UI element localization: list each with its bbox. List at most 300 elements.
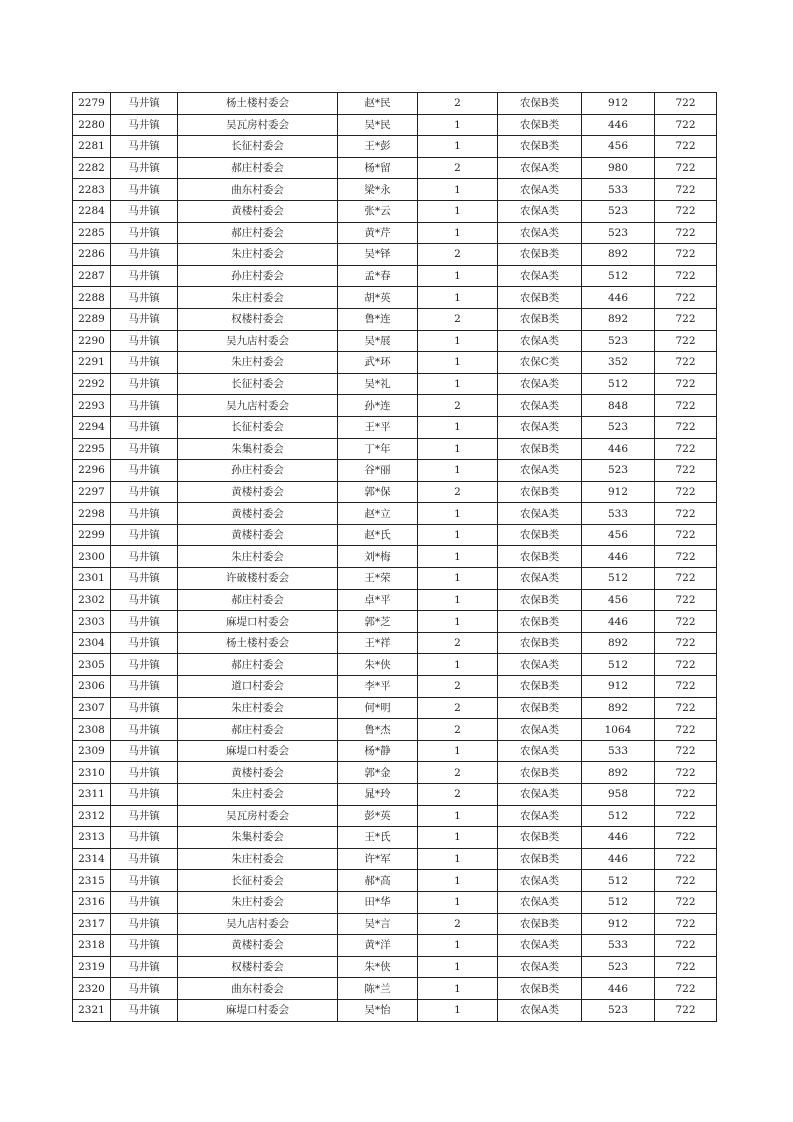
town-cell: 马井镇: [111, 654, 178, 676]
person-name-cell: 朱*侠: [338, 654, 418, 676]
standard-cell: 722: [655, 136, 717, 158]
town-cell: 马井镇: [111, 330, 178, 352]
amount-cell: 533: [582, 935, 655, 957]
table-row: [73, 589, 717, 611]
table-row: [73, 114, 717, 136]
table-row: [73, 352, 717, 374]
amount-cell: 912: [582, 676, 655, 698]
insurance-category-cell: 农保B类: [498, 524, 582, 546]
insurance-category-cell: 农保A类: [498, 265, 582, 287]
insurance-category-cell: 农保A类: [498, 157, 582, 179]
town-cell: 马井镇: [111, 805, 178, 827]
row-number-cell: 2296: [73, 460, 111, 482]
village-committee-cell: 朱庄村委会: [178, 287, 338, 309]
village-committee-cell: 长征村委会: [178, 416, 338, 438]
row-number-cell: 2290: [73, 330, 111, 352]
insurance-category-cell: 农保B类: [498, 676, 582, 698]
town-cell: 马井镇: [111, 503, 178, 525]
household-count-cell: 1: [418, 460, 498, 482]
row-number-cell: 2319: [73, 956, 111, 978]
standard-cell: 722: [655, 157, 717, 179]
person-name-cell: 郭*保: [338, 481, 418, 503]
town-cell: 马井镇: [111, 891, 178, 913]
row-number-cell: 2321: [73, 999, 111, 1021]
standard-cell: 722: [655, 244, 717, 266]
standard-cell: 722: [655, 848, 717, 870]
town-cell: 马井镇: [111, 676, 178, 698]
row-number-cell: 2306: [73, 676, 111, 698]
standard-cell: 722: [655, 438, 717, 460]
insurance-category-cell: 农保A类: [498, 330, 582, 352]
town-cell: 马井镇: [111, 762, 178, 784]
standard-cell: 722: [655, 200, 717, 222]
table-row: [73, 330, 717, 352]
insurance-category-cell: 农保A类: [498, 719, 582, 741]
table-row: [73, 460, 717, 482]
standard-cell: 722: [655, 93, 717, 115]
roster-body: [73, 93, 717, 1022]
household-count-cell: 2: [418, 157, 498, 179]
standard-cell: 722: [655, 373, 717, 395]
village-committee-cell: 吴九店村委会: [178, 330, 338, 352]
town-cell: 马井镇: [111, 93, 178, 115]
row-number-cell: 2297: [73, 481, 111, 503]
insurance-category-cell: 农保A类: [498, 222, 582, 244]
standard-cell: 722: [655, 784, 717, 806]
row-number-cell: 2314: [73, 848, 111, 870]
standard-cell: 722: [655, 546, 717, 568]
table-row: [73, 222, 717, 244]
amount-cell: 446: [582, 438, 655, 460]
standard-cell: 722: [655, 503, 717, 525]
insurance-category-cell: 农保A类: [498, 805, 582, 827]
table-row: [73, 416, 717, 438]
row-number-cell: 2301: [73, 568, 111, 590]
row-number-cell: 2282: [73, 157, 111, 179]
table-row: [73, 870, 717, 892]
person-name-cell: 刘*梅: [338, 546, 418, 568]
person-name-cell: 卓*平: [338, 589, 418, 611]
household-count-cell: 1: [418, 891, 498, 913]
row-number-cell: 2294: [73, 416, 111, 438]
standard-cell: 722: [655, 870, 717, 892]
village-committee-cell: 孙庄村委会: [178, 265, 338, 287]
row-number-cell: 2284: [73, 200, 111, 222]
person-name-cell: 赵*氏: [338, 524, 418, 546]
insurance-category-cell: 农保A类: [498, 956, 582, 978]
village-committee-cell: 郝庄村委会: [178, 654, 338, 676]
amount-cell: 533: [582, 179, 655, 201]
table-row: [73, 438, 717, 460]
standard-cell: 722: [655, 632, 717, 654]
standard-cell: 722: [655, 891, 717, 913]
row-number-cell: 2317: [73, 913, 111, 935]
row-number-cell: 2307: [73, 697, 111, 719]
table-row: [73, 784, 717, 806]
village-committee-cell: 孙庄村委会: [178, 460, 338, 482]
amount-cell: 446: [582, 546, 655, 568]
amount-cell: 523: [582, 956, 655, 978]
person-name-cell: 胡*英: [338, 287, 418, 309]
row-number-cell: 2287: [73, 265, 111, 287]
person-name-cell: 赵*立: [338, 503, 418, 525]
row-number-cell: 2293: [73, 395, 111, 417]
person-name-cell: 吴*铎: [338, 244, 418, 266]
person-name-cell: 吴*礼: [338, 373, 418, 395]
table-row: [73, 891, 717, 913]
person-name-cell: 黄*洋: [338, 935, 418, 957]
amount-cell: 446: [582, 287, 655, 309]
insurance-category-cell: 农保A类: [498, 568, 582, 590]
household-count-cell: 1: [418, 546, 498, 568]
amount-cell: 523: [582, 200, 655, 222]
household-count-cell: 2: [418, 308, 498, 330]
standard-cell: 722: [655, 330, 717, 352]
person-name-cell: 吴*民: [338, 114, 418, 136]
household-count-cell: 1: [418, 805, 498, 827]
table-row: [73, 848, 717, 870]
person-name-cell: 朱*侠: [338, 956, 418, 978]
village-committee-cell: 吴瓦房村委会: [178, 114, 338, 136]
row-number-cell: 2313: [73, 827, 111, 849]
person-name-cell: 彭*英: [338, 805, 418, 827]
town-cell: 马井镇: [111, 136, 178, 158]
village-committee-cell: 郝庄村委会: [178, 719, 338, 741]
standard-cell: 722: [655, 287, 717, 309]
town-cell: 马井镇: [111, 373, 178, 395]
table-row: [73, 568, 717, 590]
insurance-category-cell: 农保C类: [498, 352, 582, 374]
row-number-cell: 2316: [73, 891, 111, 913]
town-cell: 马井镇: [111, 287, 178, 309]
insurance-category-cell: 农保A类: [498, 416, 582, 438]
row-number-cell: 2298: [73, 503, 111, 525]
village-committee-cell: 朱庄村委会: [178, 784, 338, 806]
town-cell: 马井镇: [111, 589, 178, 611]
insurance-category-cell: 农保B类: [498, 287, 582, 309]
standard-cell: 722: [655, 352, 717, 374]
table-row: [73, 244, 717, 266]
town-cell: 马井镇: [111, 481, 178, 503]
amount-cell: 892: [582, 308, 655, 330]
person-name-cell: 晁*玲: [338, 784, 418, 806]
person-name-cell: 郭*芝: [338, 611, 418, 633]
table-row: [73, 503, 717, 525]
row-number-cell: 2315: [73, 870, 111, 892]
person-name-cell: 谷*丽: [338, 460, 418, 482]
insurance-category-cell: 农保B类: [498, 762, 582, 784]
standard-cell: 722: [655, 762, 717, 784]
household-count-cell: 1: [418, 611, 498, 633]
amount-cell: 446: [582, 827, 655, 849]
town-cell: 马井镇: [111, 222, 178, 244]
town-cell: 马井镇: [111, 913, 178, 935]
standard-cell: 722: [655, 460, 717, 482]
row-number-cell: 2279: [73, 93, 111, 115]
standard-cell: 722: [655, 416, 717, 438]
insurance-category-cell: 农保B类: [498, 481, 582, 503]
row-number-cell: 2299: [73, 524, 111, 546]
insurance-category-cell: 农保B类: [498, 632, 582, 654]
household-count-cell: 1: [418, 568, 498, 590]
person-name-cell: 王*彭: [338, 136, 418, 158]
standard-cell: 722: [655, 568, 717, 590]
insurance-category-cell: 农保A类: [498, 200, 582, 222]
town-cell: 马井镇: [111, 632, 178, 654]
person-name-cell: 杨*留: [338, 157, 418, 179]
table-row: [73, 524, 717, 546]
table-row: [73, 935, 717, 957]
amount-cell: 446: [582, 978, 655, 1000]
village-committee-cell: 杨土楼村委会: [178, 93, 338, 115]
row-number-cell: 2300: [73, 546, 111, 568]
village-committee-cell: 长征村委会: [178, 373, 338, 395]
amount-cell: 512: [582, 870, 655, 892]
village-committee-cell: 郝庄村委会: [178, 157, 338, 179]
household-count-cell: 1: [418, 956, 498, 978]
town-cell: 马井镇: [111, 956, 178, 978]
amount-cell: 892: [582, 244, 655, 266]
row-number-cell: 2285: [73, 222, 111, 244]
village-committee-cell: 吴九店村委会: [178, 395, 338, 417]
household-count-cell: 1: [418, 438, 498, 460]
town-cell: 马井镇: [111, 416, 178, 438]
amount-cell: 446: [582, 848, 655, 870]
table-row: [73, 740, 717, 762]
standard-cell: 722: [655, 805, 717, 827]
roster-table: [72, 92, 717, 1022]
table-row: [73, 308, 717, 330]
amount-cell: 456: [582, 524, 655, 546]
town-cell: 马井镇: [111, 460, 178, 482]
amount-cell: 512: [582, 805, 655, 827]
household-count-cell: 1: [418, 589, 498, 611]
amount-cell: 1064: [582, 719, 655, 741]
household-count-cell: 1: [418, 200, 498, 222]
household-count-cell: 1: [418, 740, 498, 762]
amount-cell: 523: [582, 999, 655, 1021]
household-count-cell: 1: [418, 416, 498, 438]
table-row: [73, 913, 717, 935]
table-row: [73, 805, 717, 827]
village-committee-cell: 许破楼村委会: [178, 568, 338, 590]
insurance-category-cell: 农保B类: [498, 438, 582, 460]
table-row: [73, 719, 717, 741]
person-name-cell: 赵*民: [338, 93, 418, 115]
household-count-cell: 2: [418, 719, 498, 741]
household-count-cell: 1: [418, 179, 498, 201]
table-row: [73, 265, 717, 287]
row-number-cell: 2286: [73, 244, 111, 266]
village-committee-cell: 麻堤口村委会: [178, 611, 338, 633]
household-count-cell: 2: [418, 676, 498, 698]
amount-cell: 912: [582, 93, 655, 115]
town-cell: 马井镇: [111, 740, 178, 762]
person-name-cell: 黄*芹: [338, 222, 418, 244]
household-count-cell: 1: [418, 503, 498, 525]
table-row: [73, 956, 717, 978]
row-number-cell: 2291: [73, 352, 111, 374]
amount-cell: 958: [582, 784, 655, 806]
standard-cell: 722: [655, 654, 717, 676]
person-name-cell: 吴*展: [338, 330, 418, 352]
table-row: [73, 632, 717, 654]
town-cell: 马井镇: [111, 546, 178, 568]
table-row: [73, 676, 717, 698]
town-cell: 马井镇: [111, 568, 178, 590]
village-committee-cell: 黄楼村委会: [178, 935, 338, 957]
town-cell: 马井镇: [111, 848, 178, 870]
row-number-cell: 2312: [73, 805, 111, 827]
amount-cell: 512: [582, 891, 655, 913]
insurance-category-cell: 农保B类: [498, 93, 582, 115]
person-name-cell: 吴*怡: [338, 999, 418, 1021]
row-number-cell: 2280: [73, 114, 111, 136]
village-committee-cell: 黄楼村委会: [178, 503, 338, 525]
table-row: [73, 762, 717, 784]
person-name-cell: 郝*高: [338, 870, 418, 892]
village-committee-cell: 郝庄村委会: [178, 222, 338, 244]
household-count-cell: 1: [418, 935, 498, 957]
standard-cell: 722: [655, 697, 717, 719]
insurance-category-cell: 农保B类: [498, 978, 582, 1000]
person-name-cell: 鲁*杰: [338, 719, 418, 741]
row-number-cell: 2310: [73, 762, 111, 784]
insurance-category-cell: 农保A类: [498, 740, 582, 762]
insurance-category-cell: 农保A类: [498, 870, 582, 892]
row-number-cell: 2288: [73, 287, 111, 309]
person-name-cell: 何*明: [338, 697, 418, 719]
insurance-category-cell: 农保B类: [498, 913, 582, 935]
person-name-cell: 鲁*连: [338, 308, 418, 330]
village-committee-cell: 朱集村委会: [178, 827, 338, 849]
table-row: [73, 827, 717, 849]
standard-cell: 722: [655, 719, 717, 741]
village-committee-cell: 长征村委会: [178, 870, 338, 892]
household-count-cell: 2: [418, 244, 498, 266]
table-row: [73, 179, 717, 201]
standard-cell: 722: [655, 222, 717, 244]
household-count-cell: 2: [418, 632, 498, 654]
insurance-category-cell: 农保A类: [498, 503, 582, 525]
household-count-cell: 1: [418, 999, 498, 1021]
insurance-category-cell: 农保B类: [498, 114, 582, 136]
insurance-category-cell: 农保A类: [498, 654, 582, 676]
row-number-cell: 2303: [73, 611, 111, 633]
standard-cell: 722: [655, 999, 717, 1021]
village-committee-cell: 黄楼村委会: [178, 200, 338, 222]
amount-cell: 912: [582, 481, 655, 503]
town-cell: 马井镇: [111, 697, 178, 719]
row-number-cell: 2309: [73, 740, 111, 762]
person-name-cell: 武*环: [338, 352, 418, 374]
village-committee-cell: 朱庄村委会: [178, 848, 338, 870]
village-committee-cell: 黄楼村委会: [178, 762, 338, 784]
table-row: [73, 200, 717, 222]
insurance-category-cell: 农保B类: [498, 308, 582, 330]
standard-cell: 722: [655, 179, 717, 201]
village-committee-cell: 曲东村委会: [178, 978, 338, 1000]
row-number-cell: 2292: [73, 373, 111, 395]
town-cell: 马井镇: [111, 244, 178, 266]
table-row: [73, 373, 717, 395]
row-number-cell: 2304: [73, 632, 111, 654]
person-name-cell: 田*华: [338, 891, 418, 913]
town-cell: 马井镇: [111, 999, 178, 1021]
town-cell: 马井镇: [111, 827, 178, 849]
table-row: [73, 697, 717, 719]
row-number-cell: 2302: [73, 589, 111, 611]
table-row: [73, 481, 717, 503]
row-number-cell: 2308: [73, 719, 111, 741]
amount-cell: 980: [582, 157, 655, 179]
household-count-cell: 2: [418, 481, 498, 503]
town-cell: 马井镇: [111, 784, 178, 806]
insurance-category-cell: 农保A类: [498, 935, 582, 957]
insurance-category-cell: 农保A类: [498, 460, 582, 482]
amount-cell: 352: [582, 352, 655, 374]
town-cell: 马井镇: [111, 179, 178, 201]
amount-cell: 512: [582, 265, 655, 287]
standard-cell: 722: [655, 481, 717, 503]
town-cell: 马井镇: [111, 978, 178, 1000]
town-cell: 马井镇: [111, 352, 178, 374]
household-count-cell: 1: [418, 222, 498, 244]
village-committee-cell: 麻堤口村委会: [178, 999, 338, 1021]
table-row: [73, 287, 717, 309]
row-number-cell: 2281: [73, 136, 111, 158]
standard-cell: 722: [655, 395, 717, 417]
town-cell: 马井镇: [111, 200, 178, 222]
table-row: [73, 93, 717, 115]
village-committee-cell: 郝庄村委会: [178, 589, 338, 611]
table-row: [73, 546, 717, 568]
town-cell: 马井镇: [111, 114, 178, 136]
amount-cell: 523: [582, 460, 655, 482]
standard-cell: 722: [655, 308, 717, 330]
person-name-cell: 梁*永: [338, 179, 418, 201]
household-count-cell: 1: [418, 848, 498, 870]
household-count-cell: 1: [418, 287, 498, 309]
household-count-cell: 1: [418, 352, 498, 374]
town-cell: 马井镇: [111, 395, 178, 417]
village-committee-cell: 黄楼村委会: [178, 524, 338, 546]
row-number-cell: 2289: [73, 308, 111, 330]
amount-cell: 446: [582, 114, 655, 136]
amount-cell: 456: [582, 136, 655, 158]
standard-cell: 722: [655, 978, 717, 1000]
insurance-category-cell: 农保A类: [498, 784, 582, 806]
village-committee-cell: 朱庄村委会: [178, 352, 338, 374]
village-committee-cell: 黄楼村委会: [178, 481, 338, 503]
insurance-category-cell: 农保B类: [498, 546, 582, 568]
row-number-cell: 2283: [73, 179, 111, 201]
town-cell: 马井镇: [111, 611, 178, 633]
insurance-category-cell: 农保B类: [498, 244, 582, 266]
household-count-cell: 1: [418, 978, 498, 1000]
village-committee-cell: 杨土楼村委会: [178, 632, 338, 654]
standard-cell: 722: [655, 676, 717, 698]
amount-cell: 848: [582, 395, 655, 417]
standard-cell: 722: [655, 935, 717, 957]
household-count-cell: 2: [418, 697, 498, 719]
standard-cell: 722: [655, 265, 717, 287]
town-cell: 马井镇: [111, 719, 178, 741]
amount-cell: 892: [582, 697, 655, 719]
town-cell: 马井镇: [111, 265, 178, 287]
person-name-cell: 郭*金: [338, 762, 418, 784]
person-name-cell: 丁*年: [338, 438, 418, 460]
